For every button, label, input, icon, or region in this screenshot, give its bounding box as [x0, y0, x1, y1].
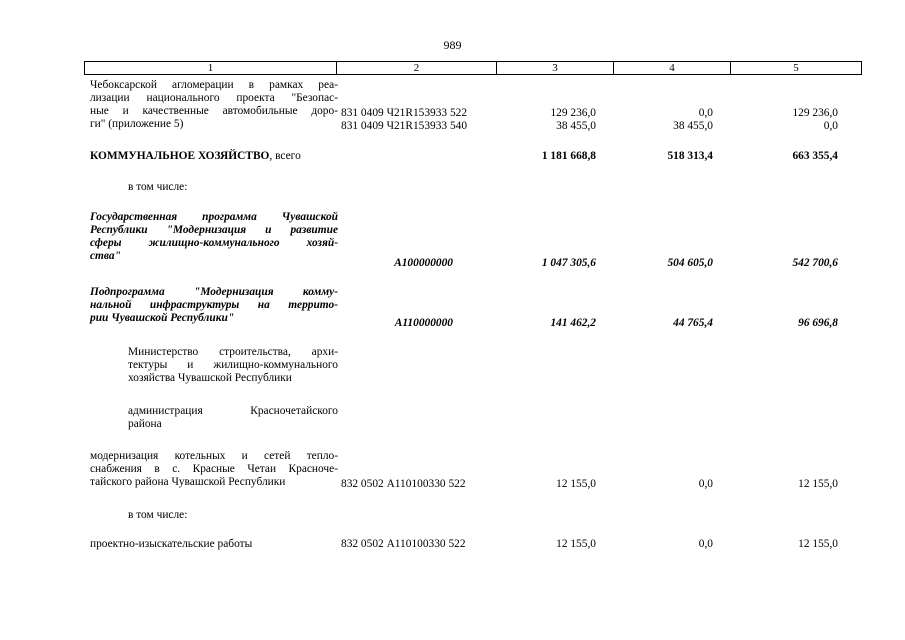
value-col4: 0,0 [698, 107, 713, 119]
description-line: лизации национального проекта "Безопас- [90, 92, 338, 104]
budget-code: А110000000 [394, 317, 453, 329]
description-line: Чебоксарской агломерации в рамках реа- [90, 79, 338, 91]
description-line: хозяйства Чувашской Республики [128, 372, 292, 384]
description-line: нальной инфраструктуры на террито- [90, 299, 338, 311]
row-description [90, 211, 338, 263]
description-line: рии Чувашской Республики" [90, 312, 235, 324]
row-description [90, 79, 338, 131]
row-description: в том числе: [128, 509, 188, 521]
value-col3: 12 155,0 [556, 538, 596, 550]
budget-code: 831 0409 Ч21R153933 522 [341, 107, 468, 119]
description-line: Подпрограмма "Модернизация комму- [90, 286, 338, 298]
column-header-1: 1 [85, 62, 337, 74]
row-description [90, 150, 338, 163]
value-col3: 129 236,0 [550, 107, 596, 119]
page-number: 989 [443, 38, 462, 52]
budget-code: А100000000 [394, 257, 453, 269]
table-header-row [84, 61, 862, 75]
section-title-suffix: , всего [269, 150, 301, 162]
value-col5: 542 700,6 [792, 257, 838, 269]
column-header-5: 5 [793, 62, 799, 74]
value-col5: 0,0 [823, 120, 838, 132]
value-col4: 504 605,0 [667, 257, 713, 269]
value-col5: 663 355,4 [792, 150, 838, 162]
value-col3: 1 047 305,6 [541, 257, 596, 269]
section-title: КОММУНАЛЬНОЕ ХОЗЯЙСТВО [90, 150, 270, 162]
description-line: Государственная программа Чувашской [90, 211, 338, 223]
value-col4: 0,0 [698, 478, 713, 490]
value-col4: 44 765,4 [673, 317, 713, 329]
description-line: администрация Красночетайского [128, 405, 338, 417]
budget-code: 832 0502 А110100330 522 [341, 478, 466, 490]
column-header-3: 3 [497, 62, 614, 74]
description-line: ги" (приложение 5) [90, 118, 184, 130]
description-line: тектуры и жилищно-коммунального [128, 359, 338, 371]
description-line: Республики "Модернизация и развитие [90, 224, 338, 236]
description-line: снабжения в с. Красные Четаи Красноче- [90, 463, 338, 475]
description-line: сферы жилищно-коммунального хозяй- [90, 237, 338, 249]
row-description [128, 346, 338, 385]
value-col4: 38 455,0 [673, 120, 713, 132]
row-description [128, 405, 338, 431]
value-col5: 96 696,8 [798, 317, 838, 329]
description-line: района [128, 418, 162, 430]
description-line: ные и качественные автомобильные доро- [90, 105, 338, 117]
column-header-2: 2 [337, 62, 497, 74]
value-col3: 1 181 668,8 [541, 150, 596, 162]
value-col3: 141 462,2 [550, 317, 596, 329]
budget-code: 831 0409 Ч21R153933 540 [341, 120, 468, 132]
description-line: Министерство строительства, архи- [128, 346, 338, 358]
value-col4: 0,0 [698, 538, 713, 550]
row-description [90, 450, 338, 489]
description-line: ства" [90, 250, 121, 262]
value-col3: 38 455,0 [556, 120, 596, 132]
value-col3: 12 155,0 [556, 478, 596, 490]
row-description: в том числе: [128, 181, 188, 193]
value-col5: 129 236,0 [792, 107, 838, 119]
description-line: модернизация котельных и сетей тепло- [90, 450, 338, 462]
value-col5: 12 155,0 [798, 478, 838, 490]
column-header-4: 4 [614, 62, 731, 74]
budget-code: 832 0502 А110100330 522 [341, 538, 466, 550]
value-col5: 12 155,0 [798, 538, 838, 550]
value-col4: 518 313,4 [667, 150, 713, 162]
row-description [90, 286, 338, 325]
description-line: тайского района Чувашской Республики [90, 476, 286, 488]
row-description: проектно-изыскательские работы [90, 538, 253, 550]
